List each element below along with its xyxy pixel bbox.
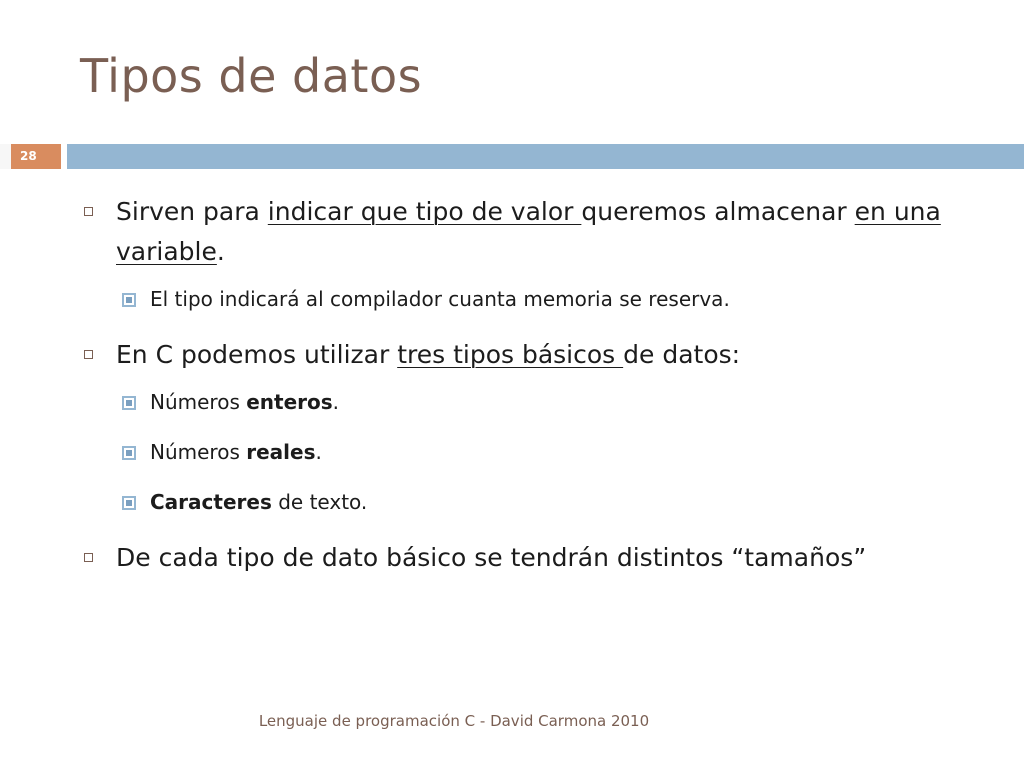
slide-footer: Lenguaje de programación C - David Carmona 2010: [258, 712, 650, 730]
underlined-text: tres tipos básicos: [397, 340, 624, 369]
bullet-text: En C podemos utilizar: [116, 340, 398, 369]
sub-bullet-item: [80, 388, 980, 416]
bullet-text: .: [216, 237, 225, 266]
sub-bullet-text: Números: [150, 390, 247, 414]
sub-bullet-text: .: [315, 440, 322, 464]
bold-text: Caracteres: [150, 490, 272, 514]
bullet-text: De cada tipo de dato básico se tendrán distintos “tamaños”: [116, 543, 867, 572]
bullet-item: [80, 335, 980, 375]
slide-content: [80, 192, 980, 591]
bullet-item: [80, 538, 980, 578]
sub-bullet-text: de texto.: [271, 490, 368, 514]
sub-bullet-item: [80, 488, 980, 516]
underlined-text: indicar que tipo de valor: [267, 197, 582, 226]
bold-text: reales: [246, 440, 316, 464]
sub-bullet-item: [80, 285, 980, 313]
sub-bullet-text: Números: [150, 440, 247, 464]
filled-square-bullet-icon: [122, 446, 136, 460]
hollow-square-icon: [84, 553, 93, 562]
bullet-text: Sirven para: [116, 197, 268, 226]
hollow-square-icon: [84, 350, 93, 359]
sub-bullet-item: [80, 438, 980, 466]
sub-bullet-text: .: [332, 390, 340, 414]
slide-title: Tipos de datos: [80, 49, 423, 103]
sub-bullet-text: El tipo indicará al compilador cuanta memoria se reserva.: [150, 287, 730, 311]
bullet-text: queremos almacenar: [581, 197, 855, 226]
filled-square-bullet-icon: [122, 496, 136, 510]
bullet-text: de datos:: [623, 340, 741, 369]
underlined-text: en una variable: [116, 197, 941, 266]
filled-square-bullet-icon: [122, 396, 136, 410]
page-number-badge: 28: [11, 144, 61, 169]
bullet-item: [80, 192, 980, 272]
hollow-square-icon: [84, 207, 93, 216]
header-divider-bar: [67, 144, 1024, 169]
bold-text: enteros: [246, 390, 333, 414]
filled-square-bullet-icon: [122, 293, 136, 307]
